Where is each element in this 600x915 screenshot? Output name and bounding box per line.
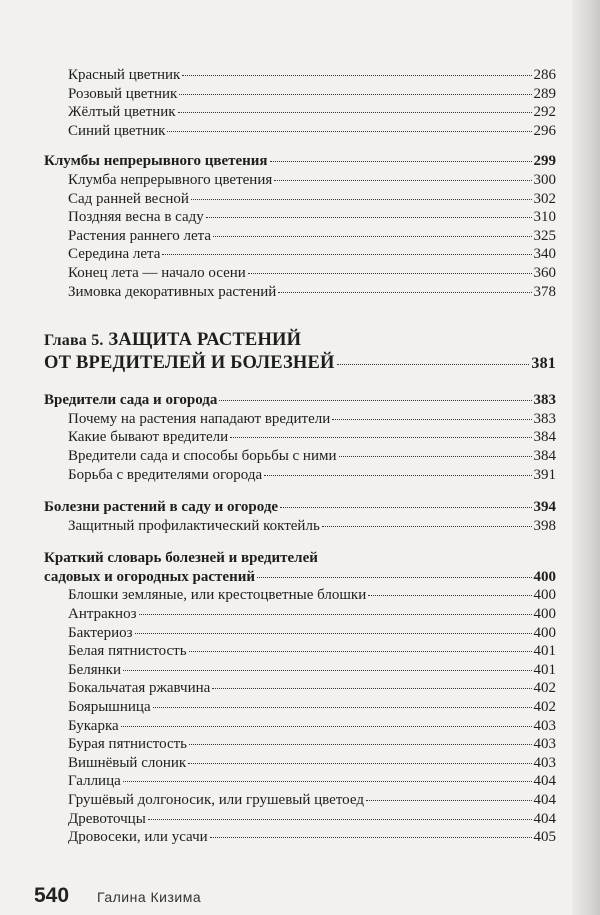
toc-entry-page: 286: [533, 67, 556, 83]
leader-dots: [148, 819, 532, 820]
toc-entry-page: 296: [533, 122, 556, 139]
leader-dots: [257, 577, 531, 578]
toc-entry: [44, 698, 556, 717]
toc-entry-label: Блошки земляные, или крестоцветные блошки: [68, 587, 367, 604]
leader-dots: [188, 763, 531, 764]
leader-dots: [167, 131, 531, 132]
toc-entry: [44, 264, 556, 283]
toc-section-page: 394: [533, 499, 556, 516]
toc-section-label-line2: садовых и огородных растений: [44, 568, 256, 585]
toc-entry-label: Бактериоз: [68, 624, 133, 641]
toc-section-dictionary: [44, 549, 556, 586]
toc-group-colored-gardens: [44, 66, 556, 140]
leader-dots: [366, 800, 532, 801]
toc-entry: [44, 517, 556, 536]
leader-dots: [280, 507, 531, 508]
toc-section-diseases: [44, 498, 556, 517]
leader-dots: [189, 651, 532, 652]
leader-dots: [121, 726, 532, 727]
toc-entry-label: Вишнёвый слоник: [68, 754, 187, 771]
toc-entry-page: 384: [533, 429, 556, 446]
leader-dots: [162, 254, 531, 255]
leader-dots: [139, 614, 532, 615]
toc-entry: [44, 190, 556, 209]
toc-entry-label: Антракноз: [68, 606, 137, 623]
leader-dots: [219, 400, 531, 401]
toc-entry-page: 401: [533, 643, 556, 660]
leader-dots: [182, 75, 531, 76]
toc-entry: [44, 717, 556, 736]
leader-dots: [189, 744, 531, 745]
toc-entry: [44, 642, 556, 661]
toc-entry-label: Белая пятнистость: [68, 643, 187, 660]
toc-entry-label: Зимовка декоративных растений: [68, 283, 277, 300]
page-footer: [34, 884, 201, 908]
toc-section-label: Вредители сада и огорода: [44, 392, 218, 409]
toc-section-pests: [44, 391, 556, 410]
leader-dots: [264, 475, 531, 476]
toc-entry-label: Бокальчатая ржавчина: [68, 680, 211, 697]
chapter-title-part2: ОТ ВРЕДИТЕЛЕЙ И БОЛЕЗНЕЙ: [44, 353, 335, 374]
toc-section-page: 299: [533, 153, 556, 170]
leader-dots: [274, 180, 531, 181]
toc-entry: [44, 791, 556, 810]
toc-entry: [44, 754, 556, 773]
toc-entry-page: 404: [533, 773, 556, 790]
toc-entry: [44, 605, 556, 624]
leader-dots: [178, 112, 532, 113]
leader-dots: [339, 456, 532, 457]
chapter-title-line1: [44, 329, 556, 352]
toc-entry: [44, 227, 556, 246]
table-of-contents: [44, 66, 556, 847]
leader-dots: [206, 217, 532, 218]
page-number: 540: [34, 884, 70, 907]
toc-entry-label: Бурая пятнистость: [68, 736, 188, 753]
toc-entry-label: Белянки: [68, 661, 121, 678]
toc-entry-page: 310: [533, 209, 556, 226]
toc-entry-label: Клумба непрерывного цветения: [68, 171, 273, 188]
leader-dots: [248, 273, 532, 274]
leader-dots: [322, 526, 532, 527]
toc-entry-page: 391: [533, 466, 556, 483]
toc-entry-page: 403: [533, 717, 556, 734]
toc-entry: [44, 447, 556, 466]
toc-entry: [44, 66, 556, 85]
toc-entry-page: 405: [533, 829, 556, 846]
toc-entry-page: 402: [533, 680, 556, 697]
toc-entry-label: Синий цветник: [68, 122, 166, 139]
toc-entry-label: Дровосеки, или усачи: [68, 829, 208, 846]
toc-group-pests: [44, 410, 556, 484]
toc-entry: [44, 810, 556, 829]
leader-dots: [123, 670, 532, 671]
leader-dots: [123, 781, 532, 782]
leader-dots: [135, 633, 532, 634]
author-name: Галина Кизима: [97, 889, 202, 905]
toc-entry-label: Какие бывают вредители: [68, 429, 229, 446]
toc-entry: [44, 679, 556, 698]
toc-entry-label: Древоточцы: [68, 810, 146, 827]
toc-entry-label: Вредители сада и способы борьбы с ними: [68, 447, 337, 464]
toc-entry-page: 404: [533, 810, 556, 827]
chapter-page: 381: [531, 355, 556, 373]
chapter-title-line2: [44, 352, 556, 375]
toc-entry-page: 378: [533, 283, 556, 300]
toc-entry-page: 325: [533, 227, 556, 244]
toc-entry-page: 300: [533, 171, 556, 188]
toc-entry-label: Букарка: [68, 717, 119, 734]
toc-entry-label: Борьба с вредителями огорода: [68, 466, 263, 483]
toc-entry: [44, 208, 556, 227]
leader-dots: [191, 199, 532, 200]
toc-section-page: 383: [533, 392, 556, 409]
toc-entry: [44, 428, 556, 447]
toc-group-flowerbeds: [44, 171, 556, 301]
toc-entry-page: 398: [533, 517, 556, 534]
leader-dots: [210, 837, 532, 838]
toc-entry-page: 384: [533, 447, 556, 464]
toc-entry: [44, 245, 556, 264]
toc-section-flowerbeds: [44, 152, 556, 171]
leader-dots: [212, 688, 531, 689]
leader-dots: [368, 595, 531, 596]
toc-entry-page: 340: [533, 246, 556, 263]
toc-entry: [44, 772, 556, 791]
toc-entry-page: 400: [533, 624, 556, 641]
toc-entry: [44, 122, 556, 141]
leader-dots: [230, 437, 531, 438]
toc-entry-label: Поздняя весна в саду: [68, 209, 204, 226]
toc-entry-page: 400: [533, 606, 556, 623]
toc-entry-label: Почему на растения нападают вредители: [68, 410, 331, 427]
toc-entry-label: Красный цветник: [68, 67, 181, 83]
toc-entry: [44, 586, 556, 605]
leader-dots: [337, 364, 530, 365]
toc-entry-page: 404: [533, 792, 556, 808]
toc-group-dictionary: [44, 586, 556, 846]
toc-entry: [44, 624, 556, 643]
toc-section-page: 400: [533, 568, 556, 585]
toc-chapter-heading: [44, 329, 556, 375]
toc-entry-label: Защитный профилактический коктейль: [68, 517, 320, 534]
leader-dots: [332, 419, 531, 420]
leader-dots: [153, 707, 532, 708]
toc-entry-label: Середина лета: [68, 246, 161, 263]
toc-entry: [44, 661, 556, 680]
toc-entry-page: 402: [533, 699, 556, 716]
chapter-title-part1: ЗАЩИТА РАСТЕНИЙ: [108, 330, 302, 351]
toc-entry: [44, 828, 556, 847]
toc-entry-page: 403: [533, 736, 556, 753]
toc-entry: [44, 85, 556, 104]
toc-section-label: Клумбы непрерывного цветения: [44, 153, 268, 170]
toc-entry: [44, 410, 556, 429]
toc-entry-label: Сад ранней весной: [68, 190, 189, 207]
toc-entry-label: Растения раннего лета: [68, 227, 212, 244]
toc-entry-page: 383: [533, 410, 556, 427]
toc-entry-page: 292: [533, 104, 556, 121]
chapter-number: Глава 5.: [44, 332, 104, 350]
toc-section-label: Болезни растений в саду и огороде: [44, 499, 279, 516]
toc-entry: [44, 103, 556, 122]
toc-entry: [44, 171, 556, 190]
toc-entry-label: Грушёвый долгоносик, или грушевый цветоед: [68, 792, 364, 808]
toc-entry: [44, 466, 556, 485]
leader-dots: [270, 161, 532, 162]
toc-entry-page: 401: [533, 661, 556, 678]
toc-entry-label: Жёлтый цветник: [68, 104, 176, 121]
toc-entry-page: 360: [533, 264, 556, 281]
toc-entry-page: 289: [533, 85, 556, 102]
toc-group-diseases: [44, 517, 556, 536]
toc-entry-page: 400: [533, 587, 556, 604]
leader-dots: [179, 94, 531, 95]
toc-entry-label: Конец лета — начало осени: [68, 264, 246, 281]
toc-entry-page: 302: [533, 190, 556, 207]
page-edge-shadow: [572, 0, 600, 915]
leader-dots: [213, 236, 531, 237]
leader-dots: [278, 292, 531, 293]
toc-entry-label: Боярышница: [68, 699, 151, 716]
toc-entry-page: 403: [533, 754, 556, 771]
toc-entry-label: Галлица: [68, 773, 121, 790]
toc-section-label-line1: Краткий словарь болезней и вредителей: [44, 550, 318, 567]
toc-section-line2: [44, 568, 556, 587]
toc-entry-label: Розовый цветник: [68, 85, 178, 102]
toc-entry: [44, 283, 556, 302]
toc-entry: [44, 735, 556, 754]
